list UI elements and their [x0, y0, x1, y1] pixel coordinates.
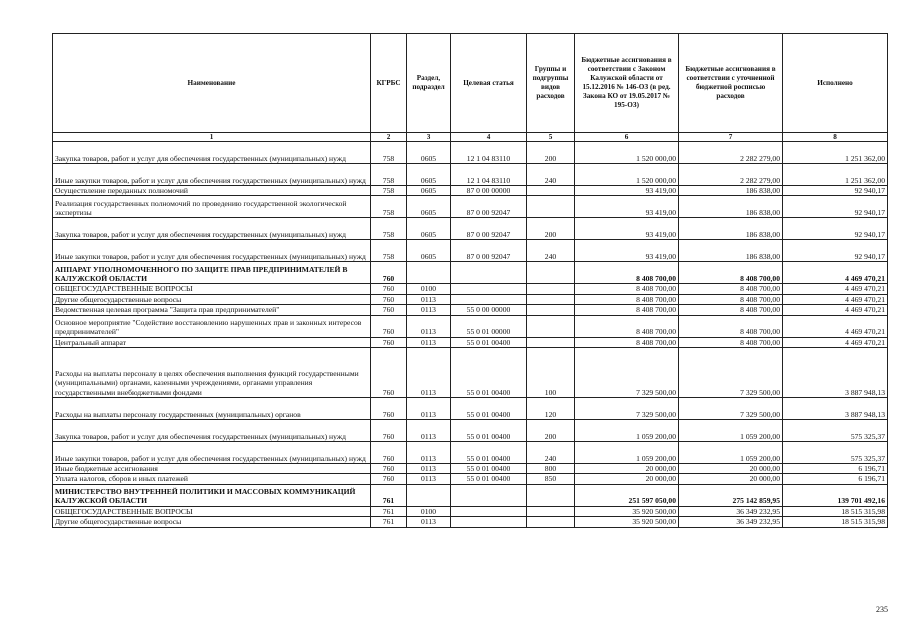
row-article: [451, 294, 527, 304]
row-razdel: 0113: [407, 305, 451, 315]
row-done-amount: 4 469 470,21: [783, 305, 888, 315]
row-article: 55 0 01 00000: [451, 315, 527, 337]
row-article: [451, 284, 527, 294]
budget-table: [52, 33, 888, 528]
row-name: Иные закупки товаров, работ и услуг для обеспечения государственных (муниципальных) нужд: [53, 164, 371, 186]
row-razdel: 0605: [407, 142, 451, 164]
table-row: [53, 305, 888, 315]
row-kgrbs: 760: [371, 337, 407, 347]
row-article: 55 0 00 00000: [451, 305, 527, 315]
table-row: [53, 218, 888, 240]
column-number: 4: [451, 133, 527, 142]
row-article: 87 0 00 92047: [451, 240, 527, 262]
row-kgrbs: 761: [371, 506, 407, 516]
row-razdel: 0113: [407, 398, 451, 420]
table-row: [53, 315, 888, 337]
row-refined-amount: 8 408 700,00: [679, 337, 783, 347]
row-name: Иные закупки товаров, работ и услуг для обеспечения государственных (муниципальных) нужд: [53, 240, 371, 262]
row-law-amount: 8 408 700,00: [575, 294, 679, 304]
row-kgrbs: 758: [371, 218, 407, 240]
row-done-amount: 92 940,17: [783, 196, 888, 218]
row-article: 55 0 01 00400: [451, 474, 527, 484]
row-refined-amount: 186 838,00: [679, 196, 783, 218]
row-article: 55 0 01 00400: [451, 398, 527, 420]
row-refined-amount: 8 408 700,00: [679, 284, 783, 294]
row-law-amount: 8 408 700,00: [575, 337, 679, 347]
row-law-amount: 1 059 200,00: [575, 442, 679, 464]
row-group: 240: [527, 442, 575, 464]
row-done-amount: 18 515 315,98: [783, 517, 888, 527]
row-kgrbs: 760: [371, 398, 407, 420]
header-article: Целевая статья: [451, 34, 527, 133]
row-refined-amount: 8 408 700,00: [679, 294, 783, 304]
row-name: Основное мероприятие "Содействие восстановлению нарушенных прав и законных интересов предпринимателей": [53, 315, 371, 337]
row-article: 55 0 01 00400: [451, 464, 527, 474]
row-done-amount: 4 469 470,21: [783, 315, 888, 337]
row-refined-amount: 20 000,00: [679, 464, 783, 474]
table-row: [53, 196, 888, 218]
row-refined-amount: 36 349 232,95: [679, 506, 783, 516]
row-article: 55 0 01 00400: [451, 442, 527, 464]
row-name: Центральный аппарат: [53, 337, 371, 347]
row-razdel: 0113: [407, 337, 451, 347]
table-row: [53, 484, 888, 506]
row-razdel: 0113: [407, 464, 451, 474]
row-law-amount: 93 419,00: [575, 218, 679, 240]
column-number: 1: [53, 133, 371, 142]
row-razdel: 0100: [407, 506, 451, 516]
row-kgrbs: 760: [371, 464, 407, 474]
row-group: 850: [527, 474, 575, 484]
row-done-amount: 139 701 492,16: [783, 484, 888, 506]
row-kgrbs: 758: [371, 142, 407, 164]
row-kgrbs: 760: [371, 474, 407, 484]
row-article: 55 0 01 00400: [451, 337, 527, 347]
row-article: 87 0 00 00000: [451, 186, 527, 196]
row-law-amount: 1 520 000,00: [575, 142, 679, 164]
row-razdel: 0605: [407, 240, 451, 262]
row-done-amount: 4 469 470,21: [783, 284, 888, 294]
row-law-amount: 8 408 700,00: [575, 262, 679, 284]
table-row: [53, 420, 888, 442]
row-article: 55 0 01 00400: [451, 348, 527, 398]
table-row: [53, 262, 888, 284]
row-article: 87 0 00 92047: [451, 218, 527, 240]
row-group: 100: [527, 348, 575, 398]
row-group: [527, 506, 575, 516]
column-number: 3: [407, 133, 451, 142]
row-refined-amount: 186 838,00: [679, 218, 783, 240]
table-row: [53, 517, 888, 527]
table-row: [53, 398, 888, 420]
row-kgrbs: 758: [371, 240, 407, 262]
row-kgrbs: 760: [371, 294, 407, 304]
row-razdel: 0113: [407, 474, 451, 484]
row-done-amount: 4 469 470,21: [783, 294, 888, 304]
column-number: 7: [679, 133, 783, 142]
table-row: [53, 348, 888, 398]
row-group: 120: [527, 398, 575, 420]
table-header-row: [53, 34, 888, 133]
row-name: ОБЩЕГОСУДАРСТВЕННЫЕ ВОПРОСЫ: [53, 284, 371, 294]
row-refined-amount: 20 000,00: [679, 474, 783, 484]
row-razdel: 0113: [407, 420, 451, 442]
row-kgrbs: 760: [371, 420, 407, 442]
row-kgrbs: 761: [371, 517, 407, 527]
table-row: [53, 186, 888, 196]
row-group: [527, 186, 575, 196]
row-group: [527, 294, 575, 304]
table-row: [53, 284, 888, 294]
row-article: [451, 262, 527, 284]
row-razdel: 0100: [407, 284, 451, 294]
table-row: [53, 164, 888, 186]
row-name: Расходы на выплаты персоналу государственных (муниципальных) органов: [53, 398, 371, 420]
row-razdel: 0113: [407, 442, 451, 464]
row-law-amount: 35 920 500,00: [575, 517, 679, 527]
row-article: [451, 484, 527, 506]
row-razdel: 0113: [407, 294, 451, 304]
column-number: 8: [783, 133, 888, 142]
row-kgrbs: 760: [371, 305, 407, 315]
budget-table-sheet: [52, 33, 887, 528]
row-name: Закупка товаров, работ и услуг для обеспечения государственных (муниципальных) нужд: [53, 142, 371, 164]
row-done-amount: 6 196,71: [783, 464, 888, 474]
row-refined-amount: 275 142 859,95: [679, 484, 783, 506]
row-law-amount: 93 419,00: [575, 186, 679, 196]
row-name: Закупка товаров, работ и услуг для обеспечения государственных (муниципальных) нужд: [53, 420, 371, 442]
row-name: Иные бюджетные ассигнования: [53, 464, 371, 474]
row-group: [527, 337, 575, 347]
row-kgrbs: 760: [371, 348, 407, 398]
row-done-amount: 1 251 362,00: [783, 164, 888, 186]
row-name: АППАРАТ УПОЛНОМОЧЕННОГО ПО ЗАЩИТЕ ПРАВ ПРЕДПРИНИМАТЕЛЕЙ В КАЛУЖСКОЙ ОБЛАСТИ: [53, 262, 371, 284]
row-razdel: 0605: [407, 196, 451, 218]
row-law-amount: 7 329 500,00: [575, 398, 679, 420]
row-article: 12 1 04 83110: [451, 142, 527, 164]
header-law: Бюджетные ассигнования в соответствии с Законом Калужской области от 15.12.2016 № 146-ОЗ (в ред. Закона КО от 19.05.2017 № 195-ОЗ): [575, 34, 679, 133]
column-number: 6: [575, 133, 679, 142]
row-razdel: [407, 484, 451, 506]
row-group: [527, 484, 575, 506]
row-name: Уплата налогов, сборов и иных платежей: [53, 474, 371, 484]
column-number-row: [53, 133, 888, 142]
table-row: [53, 506, 888, 516]
row-refined-amount: 8 408 700,00: [679, 262, 783, 284]
row-article: [451, 506, 527, 516]
row-done-amount: 4 469 470,21: [783, 337, 888, 347]
row-razdel: [407, 262, 451, 284]
row-group: [527, 262, 575, 284]
page-number: 235: [876, 605, 888, 614]
row-done-amount: 4 469 470,21: [783, 262, 888, 284]
column-number: 2: [371, 133, 407, 142]
row-group: 240: [527, 164, 575, 186]
header-refined: Бюджетные ассигнования в соответствии с уточненной бюджетной росписью расходов: [679, 34, 783, 133]
row-done-amount: 1 251 362,00: [783, 142, 888, 164]
row-done-amount: 575 325,37: [783, 442, 888, 464]
row-kgrbs: 761: [371, 484, 407, 506]
row-done-amount: 6 196,71: [783, 474, 888, 484]
row-kgrbs: 758: [371, 196, 407, 218]
row-article: [451, 517, 527, 527]
row-law-amount: 8 408 700,00: [575, 315, 679, 337]
row-group: [527, 196, 575, 218]
row-refined-amount: 7 329 500,00: [679, 398, 783, 420]
row-kgrbs: 758: [371, 164, 407, 186]
row-group: 240: [527, 240, 575, 262]
row-article: 55 0 01 00400: [451, 420, 527, 442]
row-razdel: 0605: [407, 164, 451, 186]
table-row: [53, 442, 888, 464]
row-refined-amount: 2 282 279,00: [679, 142, 783, 164]
row-name: МИНИСТЕРСТВО ВНУТРЕННЕЙ ПОЛИТИКИ И МАССОВЫХ КОММУНИКАЦИЙ КАЛУЖСКОЙ ОБЛАСТИ: [53, 484, 371, 506]
row-refined-amount: 8 408 700,00: [679, 305, 783, 315]
row-group: 200: [527, 420, 575, 442]
row-razdel: 0113: [407, 315, 451, 337]
header-done: Исполнено: [783, 34, 888, 133]
row-group: 200: [527, 142, 575, 164]
row-done-amount: 575 325,37: [783, 420, 888, 442]
row-group: 800: [527, 464, 575, 474]
row-kgrbs: 760: [371, 284, 407, 294]
row-group: [527, 315, 575, 337]
table-row: [53, 474, 888, 484]
table-body: [53, 142, 888, 528]
row-done-amount: 3 887 948,13: [783, 348, 888, 398]
row-article: 12 1 04 83110: [451, 164, 527, 186]
header-razdel: Раздел, подраздел: [407, 34, 451, 133]
row-kgrbs: 760: [371, 262, 407, 284]
row-law-amount: 20 000,00: [575, 464, 679, 474]
row-group: [527, 305, 575, 315]
row-name: Иные закупки товаров, работ и услуг для обеспечения государственных (муниципальных) нужд: [53, 442, 371, 464]
row-refined-amount: 1 059 200,00: [679, 420, 783, 442]
row-razdel: 0113: [407, 517, 451, 527]
row-name: Другие общегосударственные вопросы: [53, 517, 371, 527]
row-law-amount: 7 329 500,00: [575, 348, 679, 398]
row-refined-amount: 2 282 279,00: [679, 164, 783, 186]
row-name: Расходы на выплаты персоналу в целях обеспечения выполнения функций государственными (муниципальными) органами, казенными учреждениями, органами управления государственными внебюджетными фондами: [53, 348, 371, 398]
row-law-amount: 35 920 500,00: [575, 506, 679, 516]
row-law-amount: 20 000,00: [575, 474, 679, 484]
row-name: Закупка товаров, работ и услуг для обеспечения государственных (муниципальных) нужд: [53, 218, 371, 240]
row-kgrbs: 758: [371, 186, 407, 196]
row-refined-amount: 186 838,00: [679, 186, 783, 196]
table-row: [53, 142, 888, 164]
table-row: [53, 294, 888, 304]
row-law-amount: 251 597 050,00: [575, 484, 679, 506]
row-law-amount: 1 520 000,00: [575, 164, 679, 186]
row-done-amount: 92 940,17: [783, 240, 888, 262]
header-kgrbs: КГРБС: [371, 34, 407, 133]
header-groups: Группы и подгруппы видов расходов: [527, 34, 575, 133]
row-done-amount: 3 887 948,13: [783, 398, 888, 420]
column-number: 5: [527, 133, 575, 142]
row-law-amount: 8 408 700,00: [575, 305, 679, 315]
row-name: Реализация государственных полномочий по проведению государственной экологической экспертизы: [53, 196, 371, 218]
row-kgrbs: 760: [371, 442, 407, 464]
row-done-amount: 92 940,17: [783, 218, 888, 240]
row-refined-amount: 8 408 700,00: [679, 315, 783, 337]
row-razdel: 0113: [407, 348, 451, 398]
row-razdel: 0605: [407, 186, 451, 196]
header-name: Наименование: [53, 34, 371, 133]
row-refined-amount: 186 838,00: [679, 240, 783, 262]
row-group: 200: [527, 218, 575, 240]
row-refined-amount: 1 059 200,00: [679, 442, 783, 464]
table-row: [53, 464, 888, 474]
row-kgrbs: 760: [371, 315, 407, 337]
row-group: [527, 517, 575, 527]
row-article: 87 0 00 92047: [451, 196, 527, 218]
row-name: Осуществление переданных полномочий: [53, 186, 371, 196]
row-law-amount: 8 408 700,00: [575, 284, 679, 294]
row-done-amount: 92 940,17: [783, 186, 888, 196]
row-name: Ведомственная целевая программа "Защита прав предпринимателей": [53, 305, 371, 315]
table-row: [53, 240, 888, 262]
row-name: ОБЩЕГОСУДАРСТВЕННЫЕ ВОПРОСЫ: [53, 506, 371, 516]
row-law-amount: 93 419,00: [575, 196, 679, 218]
row-group: [527, 284, 575, 294]
row-refined-amount: 36 349 232,95: [679, 517, 783, 527]
row-law-amount: 93 419,00: [575, 240, 679, 262]
table-row: [53, 337, 888, 347]
row-law-amount: 1 059 200,00: [575, 420, 679, 442]
row-name: Другие общегосударственные вопросы: [53, 294, 371, 304]
row-razdel: 0605: [407, 218, 451, 240]
row-refined-amount: 7 329 500,00: [679, 348, 783, 398]
row-done-amount: 18 515 315,98: [783, 506, 888, 516]
